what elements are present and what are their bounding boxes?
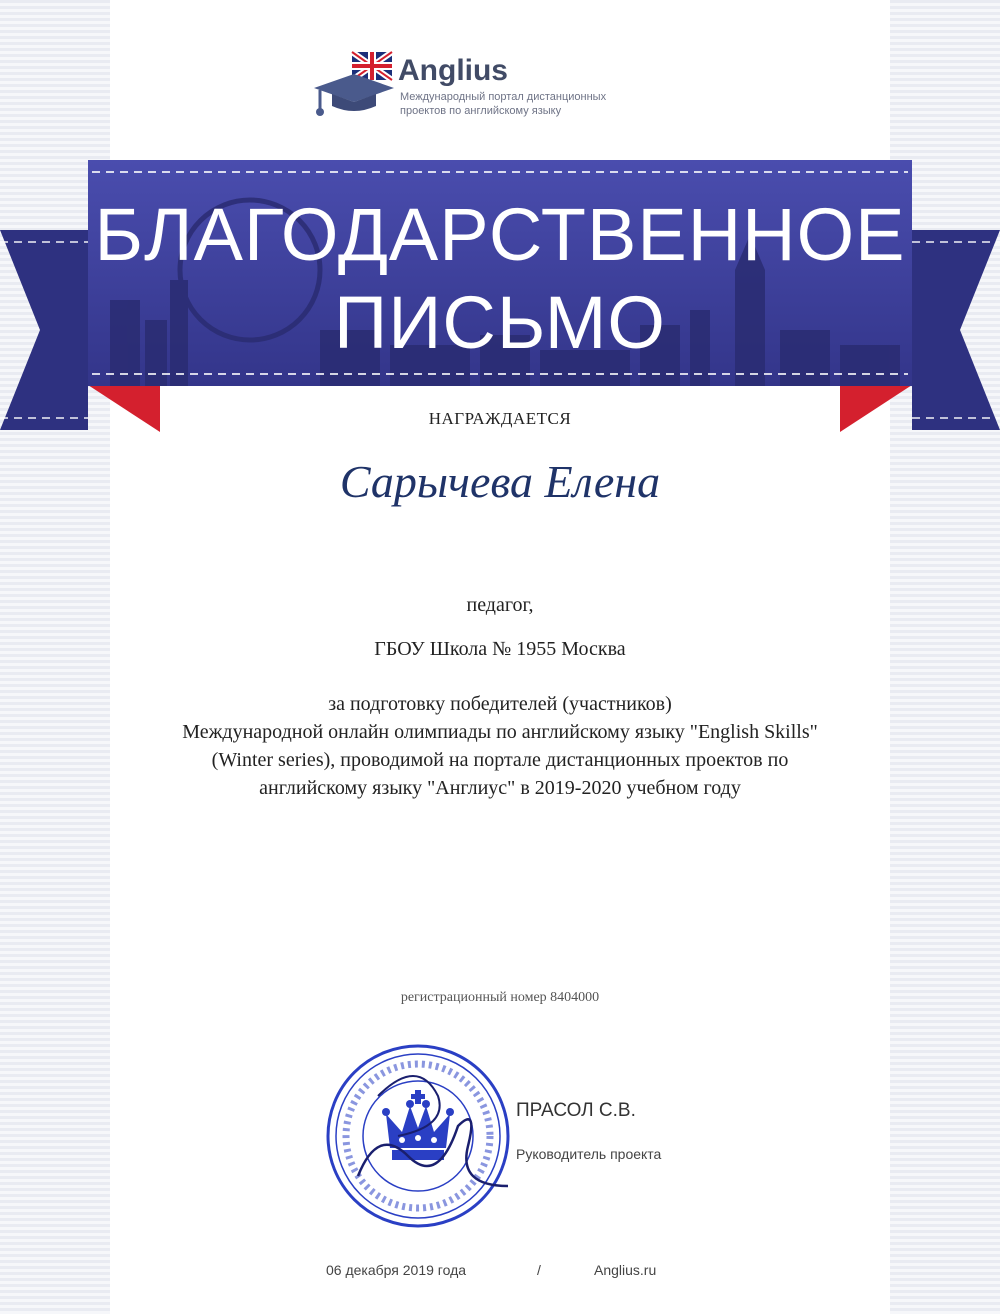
banner-title-line1: БЛАГОДАРСТВЕННОЕ [94,193,906,276]
reason-line-4: английскому языку "Англиус" в 2019-2020 учебном году [259,777,741,799]
reason-line-2: Международной онлайн олимпиады по английскому языку "English Skills" [182,721,818,743]
recipient-name: Сарычева Елена [339,456,661,507]
right-ribbon-tail [912,230,1000,430]
recipient-school: ГБОУ Школа № 1955 Москва [374,638,626,660]
logo-subtitle: Международный портал дистанционных проектов по английскому языку [400,91,607,117]
recipient-position: педагог, [466,594,534,616]
official-stamp [318,1036,518,1236]
footer-separator: / [537,1262,541,1278]
site-link[interactable]: Anglius.ru [594,1262,657,1278]
logo-name: Anglius [398,54,508,87]
signatory-name: ПРАСОЛ С.В. [516,1100,636,1121]
award-reason [100,690,900,802]
banner-title-line2: ПИСЬМО [334,281,666,364]
reason-line-1: за подготовку победителей (участников) [328,693,672,715]
left-ribbon-tail [0,230,88,430]
reason-line-3: (Winter series), проводимой на портале дистанционных проектов по [211,749,789,771]
issue-date: 06 декабря 2019 года [326,1262,467,1278]
registration-number: регистрационный номер 8404000 [400,990,600,1005]
signatory-role: Руководитель проекта [516,1146,662,1162]
awarded-label: НАГРАЖДАЕТСЯ [428,409,572,428]
banner-title [90,193,910,364]
